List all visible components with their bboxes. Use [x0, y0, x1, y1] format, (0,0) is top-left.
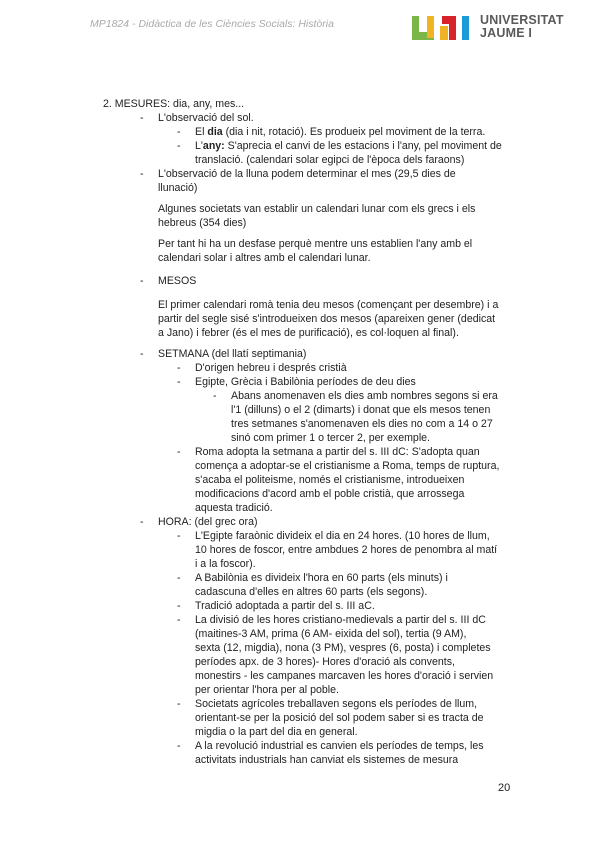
list-item: SETMANA (del llatí septimania)	[158, 348, 307, 360]
list-item-continuation: aquesta tradició.	[195, 502, 273, 514]
list-item: A la revolució industrial es canvien els períodes de temps, les	[195, 740, 484, 752]
bullet-dash: -	[177, 126, 181, 138]
bullet-dash: -	[140, 275, 144, 287]
logo-line-2: JAUME I	[480, 26, 533, 40]
list-item: HORA: (del grec ora)	[158, 516, 258, 528]
bullet-dash: -	[140, 112, 144, 124]
list-item: L'Egipte faraònic divideix el dia en 24 hores. (10 hores de llum,	[195, 530, 490, 542]
bullet-dash: -	[140, 516, 144, 528]
bullet-dash: -	[177, 600, 181, 612]
bullet-dash: -	[177, 572, 181, 584]
logo-line-1: UNIVERSITAT	[480, 13, 564, 27]
university-logo	[410, 12, 575, 46]
list-item-continuation: (maitines-3 AM, prima (6 AM- eixida del sol), tertia (9 AM),	[195, 628, 467, 640]
list-item: Egipte, Grècia i Babilònia períodes de deu dies	[195, 376, 416, 388]
list-item: Roma adopta la setmana a partir del s. III dC: S'adopta quan	[195, 446, 480, 458]
bullet-dash: -	[140, 348, 144, 360]
list-item: A Babilònia es divideix l'hora en 60 parts (els minuts) i	[195, 572, 448, 584]
paragraph-line: a Jano) i febrer (és el mes de purificació), es col·loquen al final).	[158, 327, 459, 339]
paragraph-line: hebreus (354 dies)	[158, 217, 247, 229]
paragraph-line: calendari solar i altres amb el calendari lunar.	[158, 252, 371, 264]
list-item: MESOS	[158, 275, 197, 287]
list-item-continuation: sinó com primer 1 o tercer 2, per exemple.	[231, 432, 431, 444]
list-item-continuation: modificacions d'acord amb el poble cristià, que arrossega	[195, 488, 465, 500]
header-course-title: MP1824 - Didàctica de les Ciències Socials: Història	[90, 18, 334, 30]
list-item-continuation: períodes apx. de 3 hores)- Hores d'oració als convents,	[195, 656, 455, 668]
paragraph-line: El primer calendari romà tenia deu mesos (començant per desembre) i a	[158, 299, 499, 311]
list-item: Societats agrícoles treballaven segons els períodes de llum,	[195, 698, 478, 710]
list-item-continuation: 10 hores de foscor, entre ambdues 2 hores de penombra al matí	[195, 544, 498, 556]
paragraph-line: Algunes societats van establir un calendari lunar com els grecs i els	[158, 203, 476, 215]
page-number: 20	[498, 782, 511, 794]
list-item: Abans anomenaven els dies amb nombres segons si era	[231, 390, 498, 402]
list-item-continuation: activitats industrials han canviat els sistemes de mesura	[195, 754, 459, 766]
bullet-dash: -	[177, 698, 181, 710]
bullet-dash: -	[177, 140, 181, 152]
list-item: L'any: S'aprecia el canvi de les estacions i l'any, pel moviment de	[195, 140, 502, 152]
bullet-dash: -	[177, 362, 181, 374]
list-item-continuation: i a la foscor).	[195, 558, 256, 570]
list-item-continuation: per orientar l'hora per al poble.	[195, 684, 339, 696]
list-item: El dia (dia i nit, rotació). Es produeix pel moviment de la terra.	[195, 126, 486, 138]
list-item: D'origen hebreu i després cristià	[195, 362, 347, 374]
paragraph-line: llunació)	[158, 182, 198, 194]
bullet-dash: -	[177, 530, 181, 542]
list-item-continuation: tres setmanes s'anomenaven els dies no com a 14 o 27	[231, 418, 493, 430]
list-item-continuation: translació. (calendari solar egipci de l'època dels faraons)	[195, 154, 465, 166]
bullet-dash: -	[140, 168, 144, 180]
uji-logo-mark-icon	[410, 12, 474, 46]
paragraph-line: Per tant hi ha un desfase perquè mentre uns establien l'any amb el	[158, 238, 473, 250]
list-item-continuation: l'1 (dilluns) o el 2 (dimarts) i donat que els mesos tenen	[231, 404, 491, 416]
bullet-dash: -	[177, 740, 181, 752]
list-item-continuation: sexta (12, migdia), nona (3 PM), vespres (6, posta) i completes	[195, 642, 491, 654]
list-item: Tradició adoptada a partir del s. III aC.	[195, 600, 375, 612]
bullet-dash: -	[177, 376, 181, 388]
list-item: L'observació del sol.	[158, 112, 254, 124]
list-item-continuation: monestirs - les campanes marcaven les hores d'oració i servien	[195, 670, 494, 682]
list-item-continuation: comença a adoptar-se el cristianisme a Roma, temps de ruptura,	[195, 460, 500, 472]
section-heading: 2. MESURES: dia, any, mes...	[103, 98, 245, 110]
list-item-continuation: cadascuna d'elles en altres 60 parts (els segons).	[195, 586, 428, 598]
bullet-dash: -	[177, 446, 181, 458]
bullet-dash: -	[177, 614, 181, 626]
list-item: La divisió de les hores cristiano-medievals a partir del s. III dC	[195, 614, 486, 626]
list-item-continuation: s'acaba el politeisme, només el cristianisme, introdueixen	[195, 474, 465, 486]
list-item-continuation: orientant-se per la posició del sol podem saber si es tracta de	[195, 712, 484, 724]
list-item-continuation: migdia o la part del dia en general.	[195, 726, 358, 738]
paragraph-line: L'observació de la lluna podem determinar el mes (29,5 dies de	[158, 168, 456, 180]
paragraph-line: partir del segle sisé s'introdueixen dos mesos (apareixen gener (dedicat	[158, 313, 496, 325]
bullet-dash: -	[213, 390, 217, 402]
